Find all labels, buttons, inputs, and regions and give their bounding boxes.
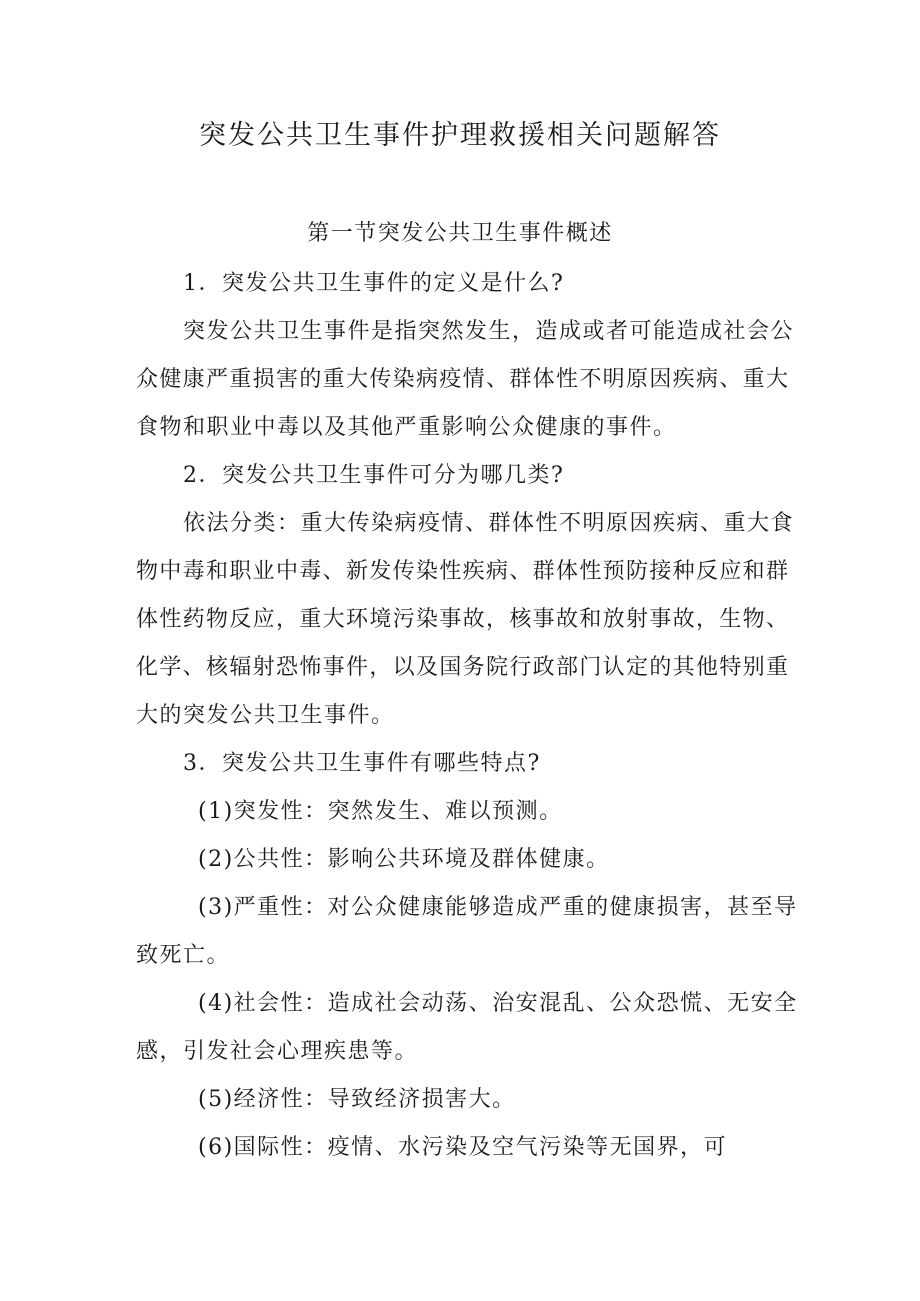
- question-2: 2．突发公共卫生事件可分为哪几类?: [183, 463, 565, 488]
- question-3: 3．突发公共卫生事件有哪些特点?: [183, 751, 541, 776]
- document-title: 突发公共卫生事件护理救援相关问题解答: [199, 120, 721, 151]
- answer-2-line-3: 体性药物反应，重大环境污染事故，核事故和放射事故，生物、: [136, 607, 788, 632]
- feature-item-1: (1)突发性：突然发生、难以预测。: [198, 799, 563, 824]
- answer-2-line-2: 物中毒和职业中毒、新发传染性疾病、群体性预防接种反应和群: [136, 559, 788, 584]
- answer-1-line-2: 众健康严重损害的重大传染病疫情、群体性不明原因疾病、重大: [136, 367, 788, 392]
- feature-item-2: (2)公共性：影响公共环境及群体健康。: [198, 847, 610, 872]
- answer-2-line-5: 大的突发公共卫生事件。: [136, 703, 395, 728]
- answer-1-line-1: 突发公共卫生事件是指突然发生，造成或者可能造成社会公: [183, 319, 795, 344]
- answer-2-line-1: 依法分类：重大传染病疫情、群体性不明原因疾病、重大食: [183, 511, 795, 536]
- feature-item-4-cont: 感，引发社会心理疾患等。: [136, 1039, 419, 1064]
- feature-item-3-cont: 致死亡。: [136, 943, 231, 968]
- feature-item-4: (4)社会性：造成社会动荡、治安混乱、公众恐慌、无安全: [198, 991, 798, 1016]
- feature-item-5: (5)经济性：导致经济损害大。: [198, 1087, 516, 1112]
- question-1: 1．突发公共卫生事件的定义是什么?: [183, 271, 565, 296]
- answer-2-line-4: 化学、核辐射恐怖事件，以及国务院行政部门认定的其他特别重: [136, 655, 788, 680]
- feature-item-6: (6)国际性：疫情、水污染及空气污染等无国界，可: [198, 1135, 728, 1160]
- feature-item-3: (3)严重性：对公众健康能够造成严重的健康损害，甚至导: [198, 895, 798, 920]
- answer-1-line-3: 食物和职业中毒以及其他严重影响公众健康的事件。: [136, 415, 677, 440]
- section-title: 第一节突发公共卫生事件概述: [307, 221, 613, 246]
